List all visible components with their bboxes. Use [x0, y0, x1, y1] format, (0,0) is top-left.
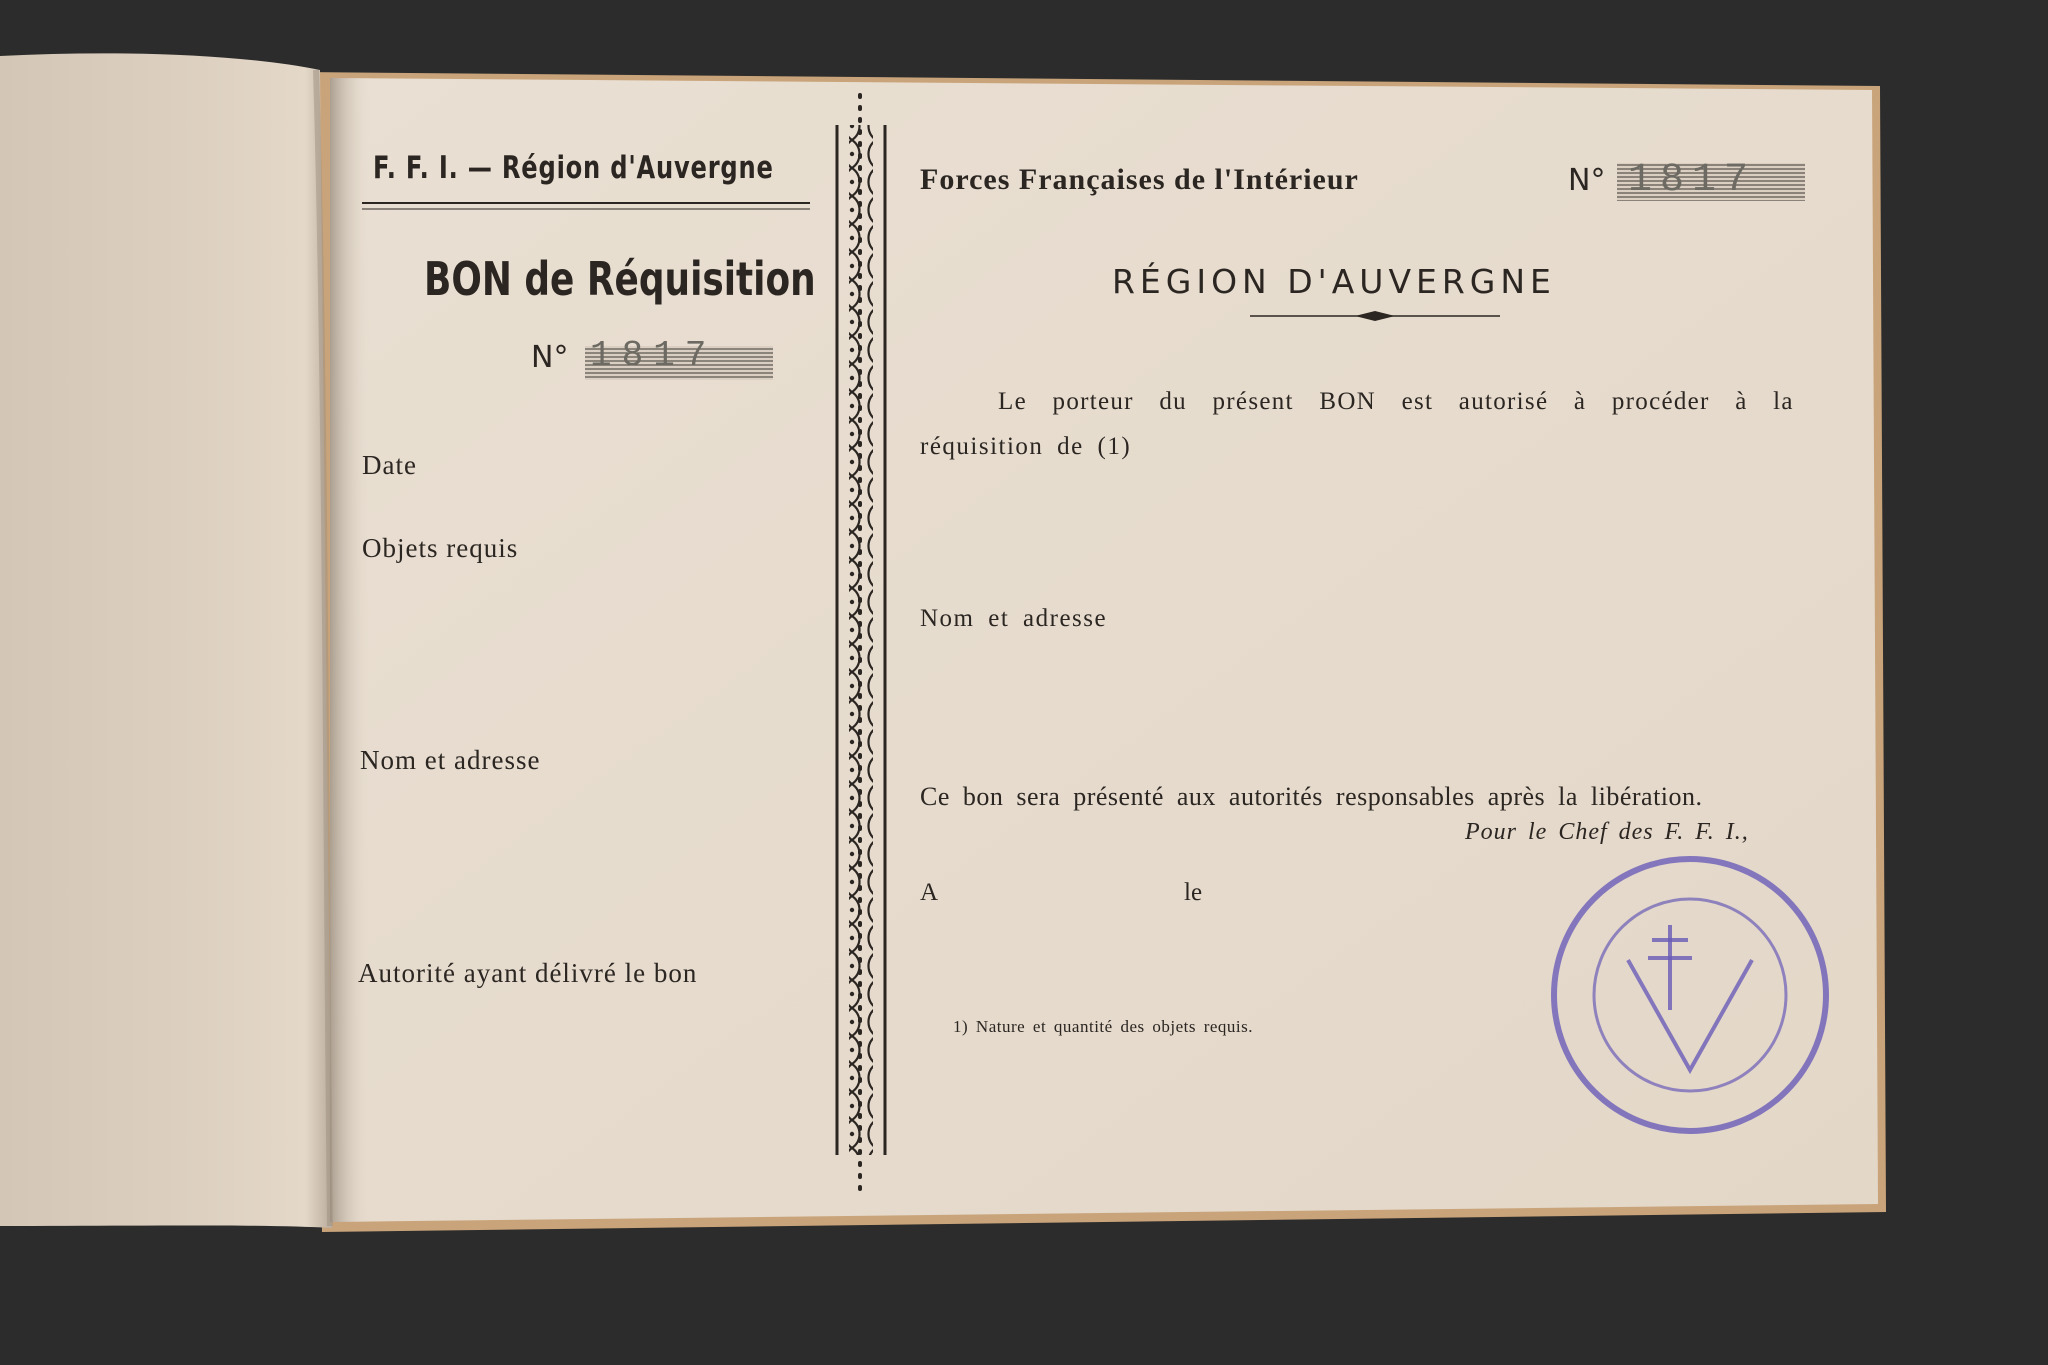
date-label: le	[1184, 879, 1203, 906]
main-number-prefix: N°	[1568, 163, 1606, 198]
place-label: A	[920, 879, 939, 906]
authorization-line-2: réquisition de (1)	[920, 433, 1132, 460]
stub-header: F. F. I. — Région d'Auvergne	[373, 150, 774, 186]
region-title: RÉGION D'AUVERGNE	[1112, 262, 1556, 301]
stub-field-nom: Nom et adresse	[360, 745, 541, 775]
stub-field-objets: Objets requis	[362, 533, 519, 563]
stub-field-autorite: Autorité ayant délivré le bon	[358, 958, 698, 988]
signature-line: Pour le Chef des F. F. I.,	[1465, 819, 1749, 845]
stub-number-prefix: N°	[531, 340, 569, 375]
footnote: 1) Nature et quantité des objets requis.	[953, 1017, 1254, 1036]
authorization-line-1: Le porteur du présent BON est autorisé à procéder à la	[998, 388, 1794, 415]
field-nom-adresse: Nom et adresse	[920, 605, 1108, 632]
main-number: 1817	[1628, 158, 1757, 203]
stub-field-date: Date	[362, 450, 417, 480]
presentation-note: Ce bon sera présenté aux autorités responsables après la libération.	[920, 782, 1703, 811]
stub-title: BON de Réquisition	[424, 252, 816, 306]
main-header: Forces Françaises de l'Intérieur	[920, 163, 1359, 196]
stub-number: 1817	[590, 335, 717, 376]
